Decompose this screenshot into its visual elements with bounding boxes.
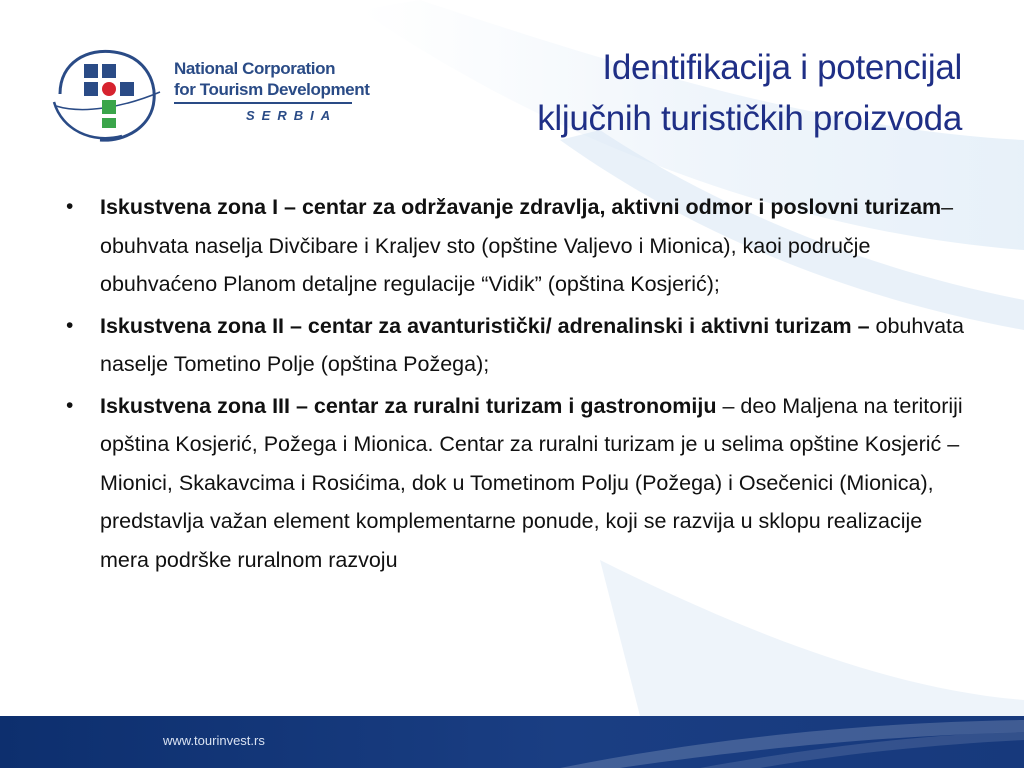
bullet-text: – deo Maljena na teritoriji opština Kosjerić, Požega i Mionica. Centar za ruralni turizam je u selima opštine Kosjerić – Mionici, Skakavcima i Rosićima, dok u Tometinom Polju (Požega) i Osečenici (Mionica), predstavlja važan element komplementarne ponude, koji se razvija u sklopu realizacije mera podrške ruralnom razvoju — [100, 393, 963, 572]
logo-line-1: National Corporation — [174, 59, 336, 78]
bullet-item-1 — [66, 188, 964, 304]
logo-country: SERBIA — [246, 108, 338, 123]
bullet-heading: Iskustvena zona I – centar za održavanje zdravlja, aktivni odmor i poslovni turizam — [100, 195, 942, 219]
bullet-icon: • — [66, 393, 74, 417]
logo-divider — [174, 102, 352, 104]
footer-bar — [0, 716, 1024, 768]
footer-swoosh — [0, 716, 1024, 768]
bullet-heading: Iskustvena zona III – centar za ruralni turizam i gastronomiju — [100, 393, 717, 418]
organization-logo — [52, 44, 370, 144]
bullet-text: obuhvata naselje Tometino Polje (opština Požega); — [100, 313, 964, 376]
logo-text — [174, 58, 370, 123]
logo-line-2: for Tourism Development — [174, 80, 370, 99]
bullet-icon: • — [66, 195, 74, 218]
slide-content — [66, 188, 964, 582]
slide-title-line-2: ključnih turističkih proizvoda — [537, 99, 962, 138]
bullet-heading: Iskustvena zona II – centar za avanturistički/ adrenalinski i aktivni turizam – — [100, 313, 870, 338]
footer-website-link[interactable]: www.tourinvest.rs — [163, 733, 265, 748]
bullet-item-2 — [66, 307, 964, 384]
logo-emblem-icon — [52, 44, 162, 144]
bullet-text: – obuhvata naselja Divčibare i Kraljev sto (opštine Valjevo i Mionica), kaoi područje obuhvaćeno Planom detaljne regulacije “Vidik” (opština Kosjerić); — [100, 195, 954, 296]
slide-title-line-1: Identifikacija i potencijal — [602, 48, 962, 87]
bullet-item-3 — [66, 387, 964, 580]
slide-title — [537, 42, 962, 144]
bullet-icon: • — [66, 313, 74, 337]
